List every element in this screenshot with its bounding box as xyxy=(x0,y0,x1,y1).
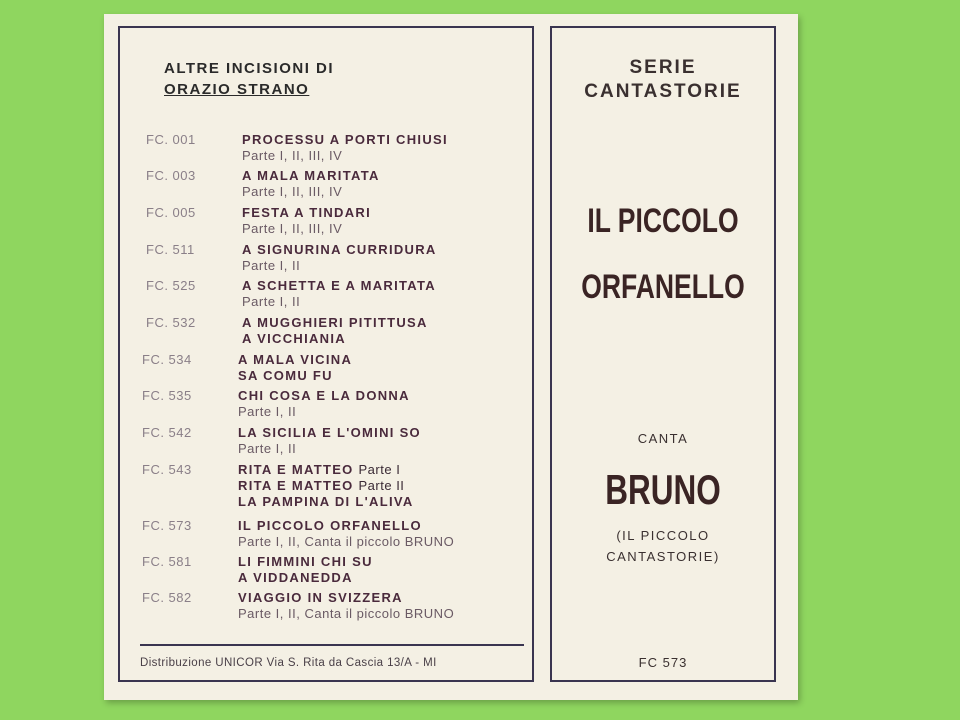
song-title xyxy=(238,570,373,586)
song-title xyxy=(242,315,428,331)
song-title xyxy=(238,462,414,478)
title-panel xyxy=(550,26,776,682)
singer-note-line-2: CANTASTORIE) xyxy=(606,549,720,564)
catalog-entry xyxy=(116,388,410,420)
song-title-text: A SIGNURINA CURRIDURA xyxy=(242,242,437,257)
parts-note: Parte I, II xyxy=(238,441,297,456)
song-title xyxy=(238,352,352,368)
song-title-text: A VIDDANEDDA xyxy=(238,570,353,585)
song-title-text: LI FIMMINI CHI SU xyxy=(238,554,373,569)
parts-note: Parte I, II, Canta il piccolo BRUNO xyxy=(238,606,455,621)
parts-note: Parte I, II, III, IV xyxy=(242,184,343,199)
song-title xyxy=(238,388,410,404)
catalog-entry xyxy=(116,425,421,457)
song-title-text: CHI COSA E LA DONNA xyxy=(238,388,410,403)
catalog-entry xyxy=(120,205,371,237)
catalog-code: FC. 525 xyxy=(146,278,196,293)
catalog-code: FC. 535 xyxy=(142,388,192,403)
catalog-code: FC. 003 xyxy=(146,168,196,183)
song-title-text: A MALA MARITATA xyxy=(242,168,380,183)
catalog-entry xyxy=(120,168,380,200)
singer-note-line-1: (IL PICCOLO xyxy=(616,528,710,543)
canta-label: CANTA xyxy=(637,431,689,446)
catalog-code: FC. 511 xyxy=(146,242,195,257)
song-title-text: PROCESSU A PORTI CHIUSI xyxy=(242,132,448,147)
song-title-text: RITA E MATTEO xyxy=(238,462,354,477)
part-label: Parte I xyxy=(358,462,401,477)
catalog-code: FC. 534 xyxy=(142,352,192,367)
catalog-code: FC. 543 xyxy=(142,462,192,477)
catalog-number: FC 573 xyxy=(638,655,688,670)
catalog-panel xyxy=(118,26,534,682)
singer-note xyxy=(552,525,774,567)
song-title xyxy=(242,205,371,221)
series-label xyxy=(552,56,774,104)
catalog-code: FC. 582 xyxy=(142,590,192,605)
catalog-entry xyxy=(120,315,428,347)
song-title-text: SA COMU FU xyxy=(238,368,333,383)
catalog-entry xyxy=(116,462,414,510)
song-title xyxy=(238,425,421,441)
catalog-entry xyxy=(116,590,454,622)
song-title-text: A VICCHIANIA xyxy=(242,331,346,346)
song-title-text: A SCHETTA E A MARITATA xyxy=(242,278,436,293)
catalog-entry xyxy=(120,242,437,274)
song-title xyxy=(242,278,436,294)
song-title xyxy=(238,368,352,384)
catalog-entry xyxy=(120,278,436,310)
catalog-code: FC. 001 xyxy=(146,132,196,147)
heading-line-1: ALTRE INCISIONI DI xyxy=(164,60,335,77)
song-title xyxy=(238,494,414,510)
parts-note: Parte I, II xyxy=(238,404,297,419)
song-title xyxy=(238,554,373,570)
song-title xyxy=(242,132,448,148)
catalog-code: FC. 532 xyxy=(146,315,196,330)
distributor-footer: Distribuzione UNICOR Via S. Rita da Cascia 13/A - MI xyxy=(140,657,437,669)
song-title-text: LA PAMPINA DI L'ALIVA xyxy=(238,494,414,509)
catalog-code: FC. 573 xyxy=(142,518,192,533)
song-title xyxy=(238,478,414,494)
catalog-heading xyxy=(164,58,334,100)
parts-note: Parte I, II, III, IV xyxy=(242,148,343,163)
song-title xyxy=(242,242,437,258)
song-title xyxy=(238,590,454,606)
song-title-text: A MALA VICINA xyxy=(238,352,353,367)
song-title-text: IL PICCOLO ORFANELLO xyxy=(238,518,422,533)
series-line-2: CANTASTORIE xyxy=(584,81,742,102)
song-title-text: LA SICILIA E L'OMINI SO xyxy=(238,425,421,440)
part-label: Parte II xyxy=(358,478,405,493)
song-title-text: FESTA A TINDARI xyxy=(242,205,372,220)
album-title-line-1: IL PICCOLO xyxy=(587,202,739,240)
song-title-text: VIAGGIO IN SVIZZERA xyxy=(238,590,403,605)
divider xyxy=(140,644,524,646)
song-title xyxy=(242,331,428,347)
catalog-code: FC. 581 xyxy=(142,554,192,569)
singer-name: BRUNO xyxy=(605,466,721,513)
catalog-code: FC. 542 xyxy=(142,425,192,440)
artist-name: ORAZIO STRANO xyxy=(164,81,310,98)
series-line-1: SERIE xyxy=(629,57,697,78)
parts-note: Parte I, II xyxy=(242,258,301,273)
song-title xyxy=(242,168,380,184)
catalog-entry xyxy=(116,518,454,550)
catalog-code: FC. 005 xyxy=(146,205,196,220)
parts-note: Parte I, II, Canta il piccolo BRUNO xyxy=(238,534,455,549)
album-title xyxy=(576,188,749,320)
parts-note: Parte I, II, III, IV xyxy=(242,221,343,236)
song-title-text: RITA E MATTEO xyxy=(238,478,354,493)
album-title-line-2: ORFANELLO xyxy=(581,268,745,306)
catalog-entry xyxy=(120,132,448,164)
catalog-entry xyxy=(116,554,373,586)
song-title-text: A MUGGHIERI PITITTUSA xyxy=(242,315,428,330)
catalog-entry xyxy=(116,352,352,384)
record-sleeve xyxy=(104,14,798,700)
parts-note: Parte I, II xyxy=(242,294,301,309)
song-title xyxy=(238,518,454,534)
